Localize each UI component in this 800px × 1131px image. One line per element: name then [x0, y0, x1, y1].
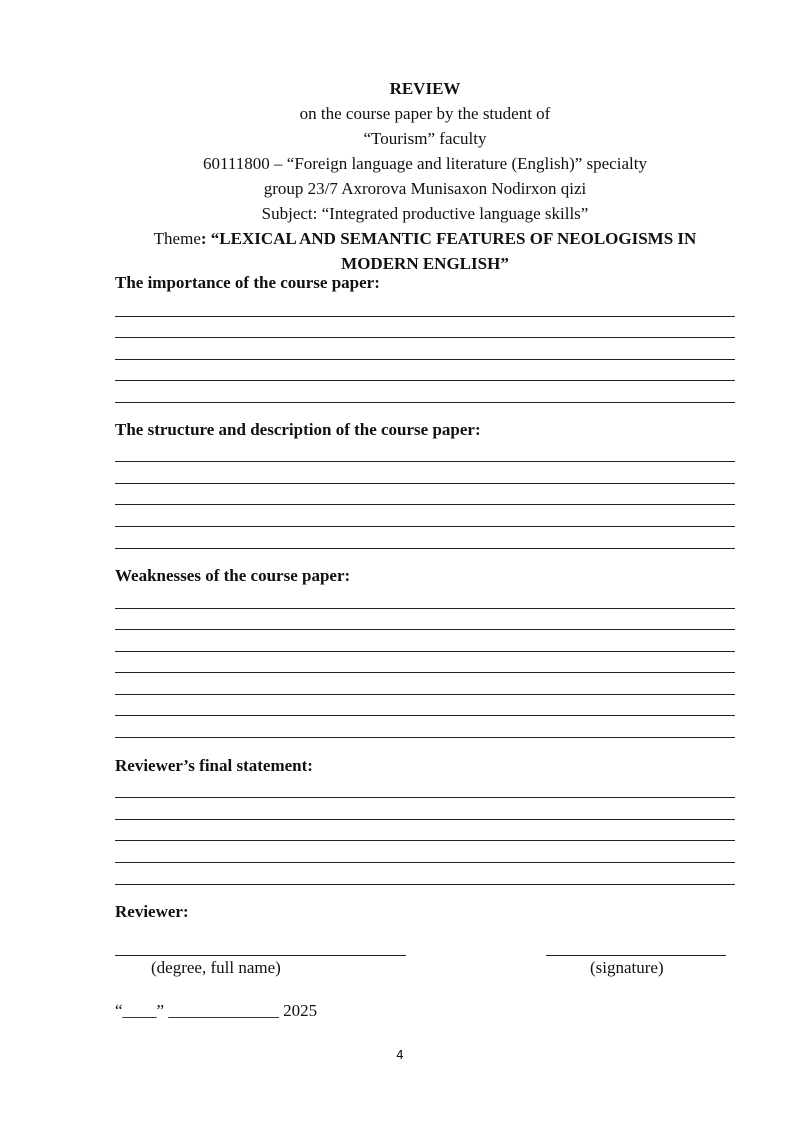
document-header: [115, 76, 735, 276]
structure-heading: The structure and description of the course paper:: [115, 420, 481, 439]
final-statement-heading: Reviewer’s final statement:: [115, 756, 313, 775]
weaknesses-answer-line[interactable]: [115, 629, 735, 630]
weaknesses-answer-line[interactable]: [115, 715, 735, 716]
final-statement-answer-line[interactable]: [115, 840, 735, 841]
theme-label: Theme: [153, 229, 201, 248]
page-number: 4: [396, 1048, 404, 1062]
faculty-line: “Tourism” faculty: [363, 129, 487, 148]
final-statement-answer-line[interactable]: [115, 819, 735, 820]
importance-answer-line[interactable]: [115, 359, 735, 360]
weaknesses-answer-line[interactable]: [115, 608, 735, 609]
structure-answer-line[interactable]: [115, 461, 735, 462]
final-statement-answer-line[interactable]: [115, 862, 735, 863]
weaknesses-answer-line[interactable]: [115, 672, 735, 673]
final-statement-answer-line[interactable]: [115, 884, 735, 885]
subject-line: Subject: “Integrated productive language skills”: [261, 204, 589, 223]
student-group-line: group 23/7 Axrorova Munisaxon Nodirxon qizi: [263, 179, 587, 198]
importance-answer-line[interactable]: [115, 316, 735, 317]
structure-answer-line[interactable]: [115, 548, 735, 549]
date-line[interactable]: “____” _____________ 2025: [115, 1001, 318, 1020]
signature-caption: (signature): [590, 958, 664, 977]
weaknesses-answer-line[interactable]: [115, 651, 735, 652]
degree-caption: (degree, full name): [151, 958, 281, 977]
subtitle-line-1: on the course paper by the student of: [299, 104, 551, 123]
importance-answer-line[interactable]: [115, 337, 735, 338]
structure-answer-line[interactable]: [115, 526, 735, 527]
importance-heading: The importance of the course paper:: [115, 273, 380, 292]
importance-answer-line[interactable]: [115, 380, 735, 381]
weaknesses-answer-line[interactable]: [115, 694, 735, 695]
weaknesses-heading: Weaknesses of the course paper:: [115, 566, 351, 585]
document-title: REVIEW: [389, 79, 461, 98]
structure-answer-line[interactable]: [115, 483, 735, 484]
theme-title: : “LEXICAL AND SEMANTIC FEATURES OF NEOLOGISMS IN MODERN ENGLISH”: [200, 229, 697, 273]
final-statement-answer-line[interactable]: [115, 797, 735, 798]
signature-line[interactable]: [546, 955, 726, 956]
importance-answer-line[interactable]: [115, 402, 735, 403]
reviewer-heading: Reviewer:: [115, 902, 189, 921]
degree-name-line[interactable]: [115, 955, 406, 956]
weaknesses-answer-line[interactable]: [115, 737, 735, 738]
theme-line: [115, 226, 735, 276]
specialty-line: 60111800 – “Foreign language and literature (English)” specialty: [203, 154, 647, 173]
structure-answer-line[interactable]: [115, 504, 735, 505]
